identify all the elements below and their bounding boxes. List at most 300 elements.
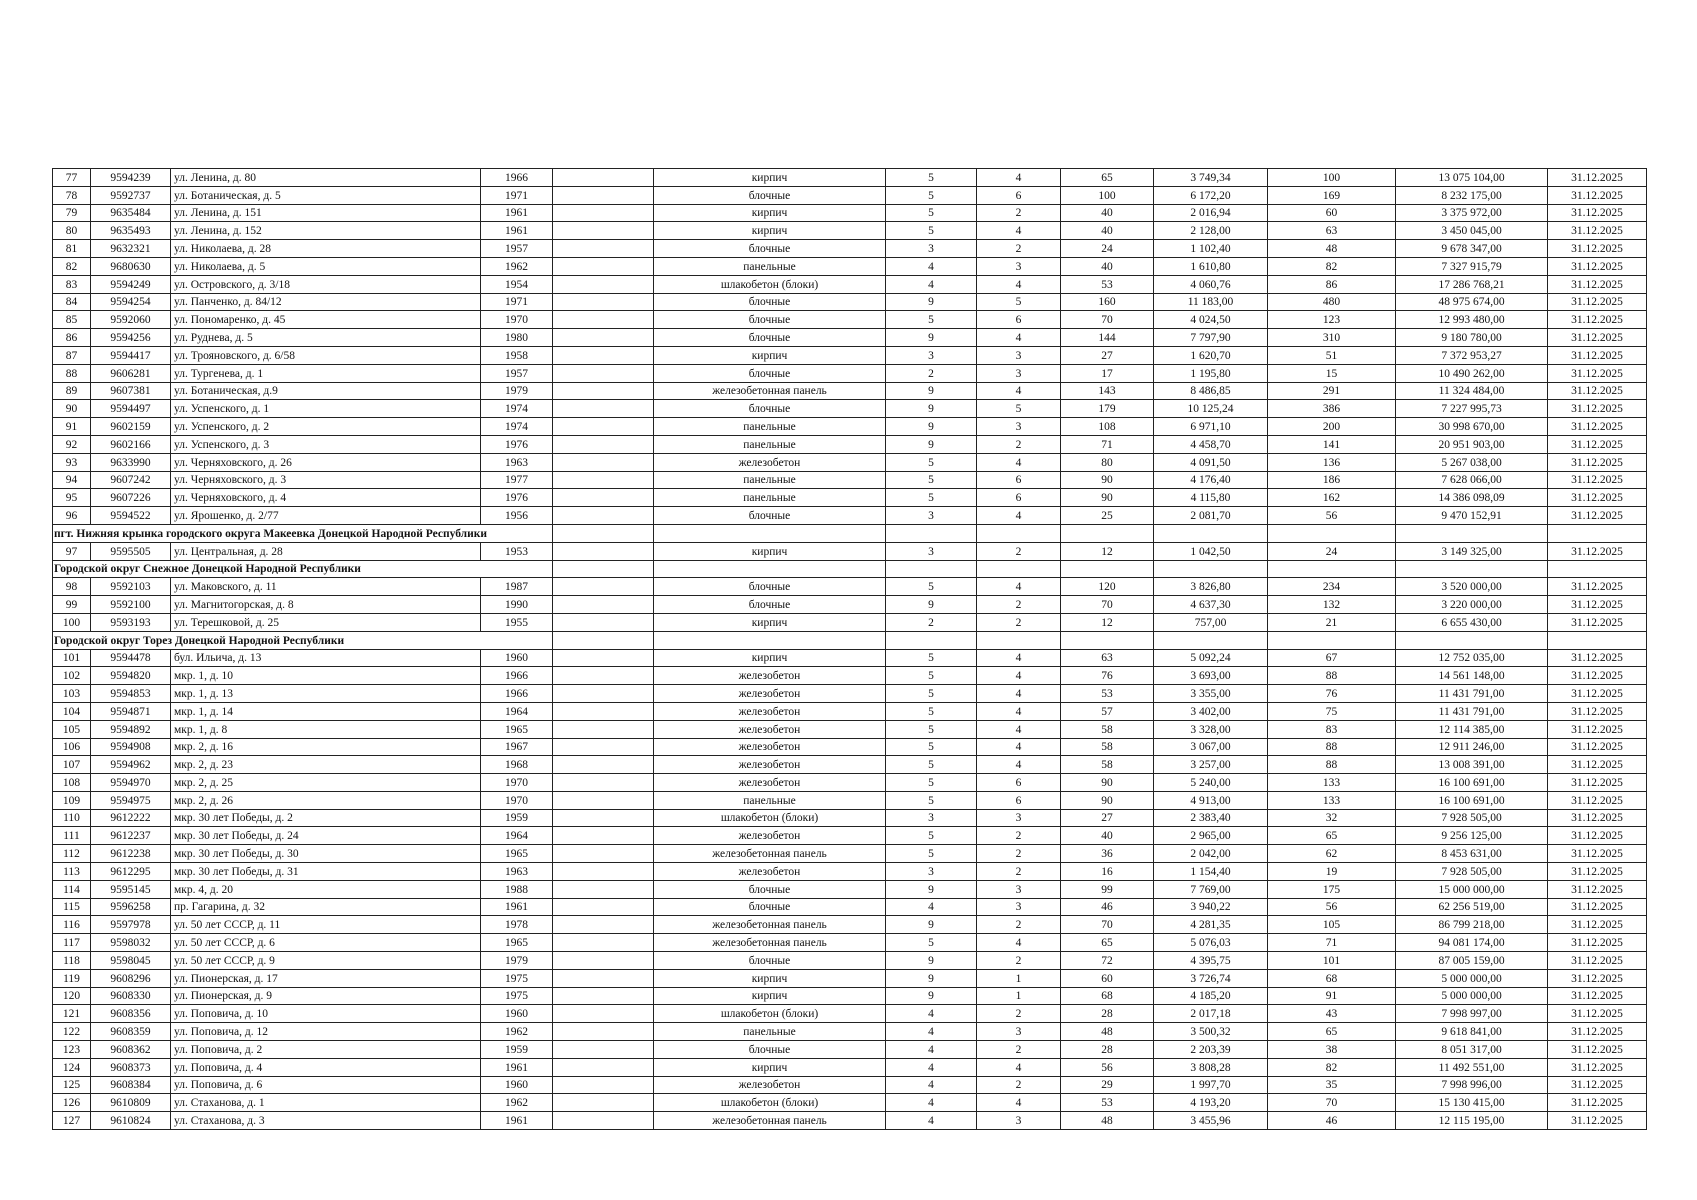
table-row [53, 1076, 1647, 1094]
cell-row-number: 99 [53, 596, 91, 614]
cell-year-built: 1966 [481, 667, 553, 685]
cell-row-number: 95 [53, 489, 91, 507]
cell-cost: 5 000 000,00 [1396, 969, 1548, 987]
cell-empty-column [553, 489, 654, 507]
cell-object-id: 9608356 [91, 1005, 171, 1023]
cell-address: мкр. 1, д. 10 [171, 667, 481, 685]
cell-year-built: 1965 [481, 934, 553, 952]
cell-empty-column [553, 453, 654, 471]
cell-wall-material: кирпич [654, 542, 886, 560]
empty-cell [1154, 560, 1268, 578]
cell-year-built: 1967 [481, 738, 553, 756]
cell-floors: 4 [886, 1041, 977, 1059]
cell-apartments: 143 [1061, 382, 1154, 400]
cell-address: ул. Стаханова, д. 3 [171, 1112, 481, 1130]
cell-area: 3 940,22 [1154, 898, 1268, 916]
cell-area: 4 185,20 [1154, 987, 1268, 1005]
cell-entrances: 2 [977, 827, 1061, 845]
cell-object-id: 9632321 [91, 240, 171, 258]
cell-floors: 9 [886, 418, 977, 436]
empty-cell [1548, 560, 1647, 578]
table-row [53, 1094, 1647, 1112]
cell-row-number: 79 [53, 204, 91, 222]
cell-apartments: 108 [1061, 418, 1154, 436]
cell-area: 2 081,70 [1154, 507, 1268, 525]
cell-floors: 5 [886, 186, 977, 204]
cell-wall-material: железобетон [654, 667, 886, 685]
cell-area: 2 128,00 [1154, 222, 1268, 240]
cell-wall-material: железобетонная панель [654, 934, 886, 952]
cell-apartments: 80 [1061, 453, 1154, 471]
cell-row-number: 102 [53, 667, 91, 685]
cell-cost: 8 453 631,00 [1396, 845, 1548, 863]
cell-object-id: 9607226 [91, 489, 171, 507]
cell-wall-material: кирпич [654, 169, 886, 187]
empty-cell [1061, 560, 1154, 578]
cell-year-built: 1963 [481, 863, 553, 881]
cell-cost: 12 115 195,00 [1396, 1112, 1548, 1130]
cell-floors: 5 [886, 774, 977, 792]
cell-address: ул. Центральная, д. 28 [171, 542, 481, 560]
cell-row-number: 125 [53, 1076, 91, 1094]
cell-apartments: 65 [1061, 934, 1154, 952]
empty-cell [886, 524, 977, 542]
cell-address: ул. Ленина, д. 152 [171, 222, 481, 240]
cell-address: ул. 50 лет СССР, д. 11 [171, 916, 481, 934]
cell-wall-material: блочные [654, 578, 886, 596]
cell-residents: 136 [1268, 453, 1396, 471]
cell-residents: 132 [1268, 596, 1396, 614]
cell-address: ул. Поповича, д. 4 [171, 1058, 481, 1076]
cell-deadline: 31.12.2025 [1548, 1023, 1647, 1041]
cell-address: мкр. 30 лет Победы, д. 24 [171, 827, 481, 845]
cell-area: 4 176,40 [1154, 471, 1268, 489]
cell-row-number: 126 [53, 1094, 91, 1112]
cell-entrances: 5 [977, 400, 1061, 418]
cell-residents: 21 [1268, 613, 1396, 631]
cell-apartments: 120 [1061, 578, 1154, 596]
cell-address: ул. Черняховского, д. 3 [171, 471, 481, 489]
cell-apartments: 25 [1061, 507, 1154, 525]
cell-object-id: 9594892 [91, 720, 171, 738]
cell-wall-material: панельные [654, 435, 886, 453]
table-row [53, 791, 1647, 809]
cell-apartments: 24 [1061, 240, 1154, 258]
cell-floors: 2 [886, 364, 977, 382]
cell-cost: 3 220 000,00 [1396, 596, 1548, 614]
cell-residents: 43 [1268, 1005, 1396, 1023]
cell-deadline: 31.12.2025 [1548, 916, 1647, 934]
cell-empty-column [553, 1094, 654, 1112]
cell-wall-material: кирпич [654, 649, 886, 667]
cell-wall-material: железобетон [654, 827, 886, 845]
cell-apartments: 28 [1061, 1005, 1154, 1023]
cell-entrances: 4 [977, 720, 1061, 738]
cell-wall-material: панельные [654, 257, 886, 275]
cell-object-id: 9606281 [91, 364, 171, 382]
cell-entrances: 6 [977, 186, 1061, 204]
cell-area: 5 240,00 [1154, 774, 1268, 792]
cell-entrances: 4 [977, 222, 1061, 240]
cell-address: ул. Поповича, д. 12 [171, 1023, 481, 1041]
cell-object-id: 9602159 [91, 418, 171, 436]
table-body [53, 169, 1647, 1130]
cell-object-id: 9608362 [91, 1041, 171, 1059]
cell-empty-column [553, 204, 654, 222]
cell-wall-material: блочные [654, 898, 886, 916]
cell-residents: 169 [1268, 186, 1396, 204]
cell-residents: 234 [1268, 578, 1396, 596]
cell-row-number: 110 [53, 809, 91, 827]
cell-entrances: 4 [977, 507, 1061, 525]
cell-wall-material: железобетон [654, 1076, 886, 1094]
cell-apartments: 72 [1061, 952, 1154, 970]
cell-cost: 12 114 385,00 [1396, 720, 1548, 738]
cell-year-built: 1965 [481, 845, 553, 863]
cell-object-id: 9592103 [91, 578, 171, 596]
cell-row-number: 116 [53, 916, 91, 934]
cell-deadline: 31.12.2025 [1548, 845, 1647, 863]
cell-address: ул. Черняховского, д. 26 [171, 453, 481, 471]
table-row [53, 1112, 1647, 1130]
cell-year-built: 1961 [481, 1058, 553, 1076]
table-row [53, 987, 1647, 1005]
cell-wall-material: железобетон [654, 685, 886, 703]
cell-entrances: 6 [977, 489, 1061, 507]
cell-wall-material: кирпич [654, 969, 886, 987]
cell-area: 7 769,00 [1154, 880, 1268, 898]
cell-entrances: 2 [977, 863, 1061, 881]
cell-year-built: 1975 [481, 969, 553, 987]
cell-row-number: 83 [53, 275, 91, 293]
cell-object-id: 9594908 [91, 738, 171, 756]
cell-object-id: 9594256 [91, 329, 171, 347]
cell-floors: 4 [886, 1005, 977, 1023]
cell-wall-material: железобетонная панель [654, 916, 886, 934]
cell-empty-column [553, 791, 654, 809]
cell-entrances: 3 [977, 809, 1061, 827]
cell-object-id: 9594820 [91, 667, 171, 685]
cell-cost: 9 618 841,00 [1396, 1023, 1548, 1041]
cell-floors: 5 [886, 578, 977, 596]
cell-row-number: 84 [53, 293, 91, 311]
cell-object-id: 9597978 [91, 916, 171, 934]
cell-residents: 75 [1268, 702, 1396, 720]
cell-wall-material: панельные [654, 791, 886, 809]
empty-cell [1548, 524, 1647, 542]
cell-apartments: 63 [1061, 649, 1154, 667]
cell-deadline: 31.12.2025 [1548, 934, 1647, 952]
cell-apartments: 29 [1061, 1076, 1154, 1094]
cell-floors: 3 [886, 240, 977, 258]
table-row [53, 809, 1647, 827]
cell-year-built: 1961 [481, 1112, 553, 1130]
cell-entrances: 4 [977, 329, 1061, 347]
cell-floors: 5 [886, 453, 977, 471]
cell-apartments: 53 [1061, 275, 1154, 293]
cell-wall-material: железобетон [654, 702, 886, 720]
cell-entrances: 6 [977, 471, 1061, 489]
cell-row-number: 97 [53, 542, 91, 560]
cell-year-built: 1965 [481, 720, 553, 738]
cell-residents: 133 [1268, 791, 1396, 809]
cell-empty-column [553, 685, 654, 703]
cell-residents: 88 [1268, 756, 1396, 774]
cell-cost: 17 286 768,21 [1396, 275, 1548, 293]
cell-empty-column [553, 382, 654, 400]
cell-row-number: 80 [53, 222, 91, 240]
cell-row-number: 117 [53, 934, 91, 952]
cell-residents: 63 [1268, 222, 1396, 240]
cell-area: 3 257,00 [1154, 756, 1268, 774]
cell-area: 3 749,34 [1154, 169, 1268, 187]
cell-area: 1 102,40 [1154, 240, 1268, 258]
cell-year-built: 1954 [481, 275, 553, 293]
cell-empty-column [553, 649, 654, 667]
table-row [53, 418, 1647, 436]
cell-entrances: 4 [977, 578, 1061, 596]
empty-cell [977, 560, 1061, 578]
cell-address: ул. Успенского, д. 2 [171, 418, 481, 436]
cell-empty-column [553, 507, 654, 525]
cell-cost: 11 431 791,00 [1396, 685, 1548, 703]
cell-wall-material: железобетонная панель [654, 845, 886, 863]
cell-row-number: 96 [53, 507, 91, 525]
cell-deadline: 31.12.2025 [1548, 1058, 1647, 1076]
cell-row-number: 78 [53, 186, 91, 204]
table-row [53, 863, 1647, 881]
cell-object-id: 9633990 [91, 453, 171, 471]
cell-row-number: 113 [53, 863, 91, 881]
cell-entrances: 2 [977, 1076, 1061, 1094]
cell-floors: 5 [886, 489, 977, 507]
cell-area: 3 402,00 [1154, 702, 1268, 720]
cell-apartments: 68 [1061, 987, 1154, 1005]
cell-apartments: 17 [1061, 364, 1154, 382]
cell-row-number: 94 [53, 471, 91, 489]
cell-residents: 310 [1268, 329, 1396, 347]
cell-residents: 35 [1268, 1076, 1396, 1094]
cell-deadline: 31.12.2025 [1548, 186, 1647, 204]
cell-wall-material: блочные [654, 293, 886, 311]
cell-wall-material: панельные [654, 418, 886, 436]
cell-deadline: 31.12.2025 [1548, 863, 1647, 881]
empty-cell [1396, 560, 1548, 578]
cell-entrances: 4 [977, 382, 1061, 400]
empty-cell [654, 524, 886, 542]
cell-apartments: 40 [1061, 204, 1154, 222]
cell-apartments: 16 [1061, 863, 1154, 881]
cell-address: ул. Поповича, д. 6 [171, 1076, 481, 1094]
cell-area: 4 024,50 [1154, 311, 1268, 329]
cell-entrances: 4 [977, 702, 1061, 720]
empty-cell [1396, 631, 1548, 649]
cell-year-built: 1971 [481, 293, 553, 311]
cell-empty-column [553, 952, 654, 970]
cell-address: мкр. 2, д. 25 [171, 774, 481, 792]
cell-deadline: 31.12.2025 [1548, 756, 1647, 774]
cell-apartments: 90 [1061, 489, 1154, 507]
cell-floors: 9 [886, 293, 977, 311]
cell-wall-material: блочные [654, 364, 886, 382]
cell-entrances: 4 [977, 453, 1061, 471]
cell-residents: 56 [1268, 898, 1396, 916]
cell-apartments: 57 [1061, 702, 1154, 720]
cell-object-id: 9596258 [91, 898, 171, 916]
cell-apartments: 36 [1061, 845, 1154, 863]
cell-wall-material: шлакобетон (блоки) [654, 275, 886, 293]
cell-residents: 88 [1268, 738, 1396, 756]
cell-empty-column [553, 667, 654, 685]
cell-residents: 19 [1268, 863, 1396, 881]
cell-deadline: 31.12.2025 [1548, 880, 1647, 898]
cell-year-built: 1959 [481, 809, 553, 827]
cell-entrances: 4 [977, 738, 1061, 756]
cell-empty-column [553, 578, 654, 596]
table-row [53, 613, 1647, 631]
table-row [53, 382, 1647, 400]
cell-apartments: 71 [1061, 435, 1154, 453]
cell-entrances: 3 [977, 898, 1061, 916]
cell-residents: 24 [1268, 542, 1396, 560]
cell-residents: 101 [1268, 952, 1396, 970]
cell-residents: 60 [1268, 204, 1396, 222]
cell-entrances: 2 [977, 1041, 1061, 1059]
cell-row-number: 89 [53, 382, 91, 400]
cell-cost: 48 975 674,00 [1396, 293, 1548, 311]
cell-year-built: 1955 [481, 613, 553, 631]
cell-year-built: 1979 [481, 382, 553, 400]
cell-row-number: 98 [53, 578, 91, 596]
table-row [53, 952, 1647, 970]
cell-row-number: 107 [53, 756, 91, 774]
cell-address: ул. Ленина, д. 151 [171, 204, 481, 222]
cell-object-id: 9612237 [91, 827, 171, 845]
cell-address: ул. 50 лет СССР, д. 9 [171, 952, 481, 970]
cell-wall-material: железобетон [654, 863, 886, 881]
cell-apartments: 90 [1061, 774, 1154, 792]
cell-address: ул. Панченко, д. 84/12 [171, 293, 481, 311]
cell-apartments: 160 [1061, 293, 1154, 311]
cell-wall-material: железобетонная панель [654, 1112, 886, 1130]
cell-residents: 200 [1268, 418, 1396, 436]
cell-cost: 20 951 903,00 [1396, 435, 1548, 453]
table-row [53, 934, 1647, 952]
cell-cost: 12 911 246,00 [1396, 738, 1548, 756]
empty-cell [1154, 631, 1268, 649]
cell-row-number: 91 [53, 418, 91, 436]
cell-floors: 4 [886, 1112, 977, 1130]
table-row [53, 542, 1647, 560]
cell-empty-column [553, 720, 654, 738]
cell-row-number: 120 [53, 987, 91, 1005]
cell-floors: 5 [886, 845, 977, 863]
cell-deadline: 31.12.2025 [1548, 667, 1647, 685]
cell-floors: 9 [886, 596, 977, 614]
cell-entrances: 4 [977, 1094, 1061, 1112]
cell-object-id: 9608359 [91, 1023, 171, 1041]
cell-year-built: 1970 [481, 774, 553, 792]
cell-address: ул. Маковского, д. 11 [171, 578, 481, 596]
cell-floors: 4 [886, 257, 977, 275]
cell-floors: 5 [886, 222, 977, 240]
cell-apartments: 12 [1061, 542, 1154, 560]
cell-year-built: 1971 [481, 186, 553, 204]
cell-year-built: 1974 [481, 418, 553, 436]
cell-empty-column [553, 845, 654, 863]
table-row [53, 186, 1647, 204]
cell-entrances: 2 [977, 916, 1061, 934]
cell-row-number: 111 [53, 827, 91, 845]
cell-floors: 4 [886, 1058, 977, 1076]
cell-object-id: 9598045 [91, 952, 171, 970]
cell-residents: 15 [1268, 364, 1396, 382]
cell-cost: 5 267 038,00 [1396, 453, 1548, 471]
cell-apartments: 27 [1061, 346, 1154, 364]
cell-cost: 15 000 000,00 [1396, 880, 1548, 898]
cell-address: ул. Черняховского, д. 4 [171, 489, 481, 507]
cell-cost: 13 008 391,00 [1396, 756, 1548, 774]
cell-address: мкр. 30 лет Победы, д. 2 [171, 809, 481, 827]
cell-wall-material: кирпич [654, 1058, 886, 1076]
cell-deadline: 31.12.2025 [1548, 702, 1647, 720]
cell-entrances: 4 [977, 1058, 1061, 1076]
cell-object-id: 9594975 [91, 791, 171, 809]
cell-row-number: 77 [53, 169, 91, 187]
cell-deadline: 31.12.2025 [1548, 827, 1647, 845]
cell-area: 2 042,00 [1154, 845, 1268, 863]
table-row [53, 222, 1647, 240]
cell-area: 4 193,20 [1154, 1094, 1268, 1112]
cell-address: мкр. 1, д. 13 [171, 685, 481, 703]
cell-floors: 4 [886, 898, 977, 916]
cell-cost: 7 628 066,00 [1396, 471, 1548, 489]
table-row [53, 400, 1647, 418]
cell-cost: 62 256 519,00 [1396, 898, 1548, 916]
cell-wall-material: панельные [654, 489, 886, 507]
table-row [53, 275, 1647, 293]
cell-apartments: 144 [1061, 329, 1154, 347]
cell-area: 11 183,00 [1154, 293, 1268, 311]
cell-wall-material: шлакобетон (блоки) [654, 1005, 886, 1023]
cell-object-id: 9635493 [91, 222, 171, 240]
cell-year-built: 1976 [481, 435, 553, 453]
cell-area: 4 091,50 [1154, 453, 1268, 471]
cell-floors: 9 [886, 329, 977, 347]
table-row [53, 578, 1647, 596]
cell-year-built: 1958 [481, 346, 553, 364]
cell-floors: 3 [886, 542, 977, 560]
cell-entrances: 1 [977, 987, 1061, 1005]
cell-object-id: 9594970 [91, 774, 171, 792]
table-row [53, 720, 1647, 738]
cell-wall-material: кирпич [654, 346, 886, 364]
cell-entrances: 4 [977, 649, 1061, 667]
cell-deadline: 31.12.2025 [1548, 418, 1647, 436]
cell-deadline: 31.12.2025 [1548, 471, 1647, 489]
cell-floors: 5 [886, 934, 977, 952]
cell-deadline: 31.12.2025 [1548, 596, 1647, 614]
cell-row-number: 124 [53, 1058, 91, 1076]
cell-cost: 7 998 997,00 [1396, 1005, 1548, 1023]
cell-cost: 16 100 691,00 [1396, 791, 1548, 809]
cell-cost: 9 256 125,00 [1396, 827, 1548, 845]
cell-apartments: 90 [1061, 791, 1154, 809]
cell-residents: 82 [1268, 1058, 1396, 1076]
cell-empty-column [553, 774, 654, 792]
cell-empty-column [553, 987, 654, 1005]
section-row [53, 524, 1647, 542]
